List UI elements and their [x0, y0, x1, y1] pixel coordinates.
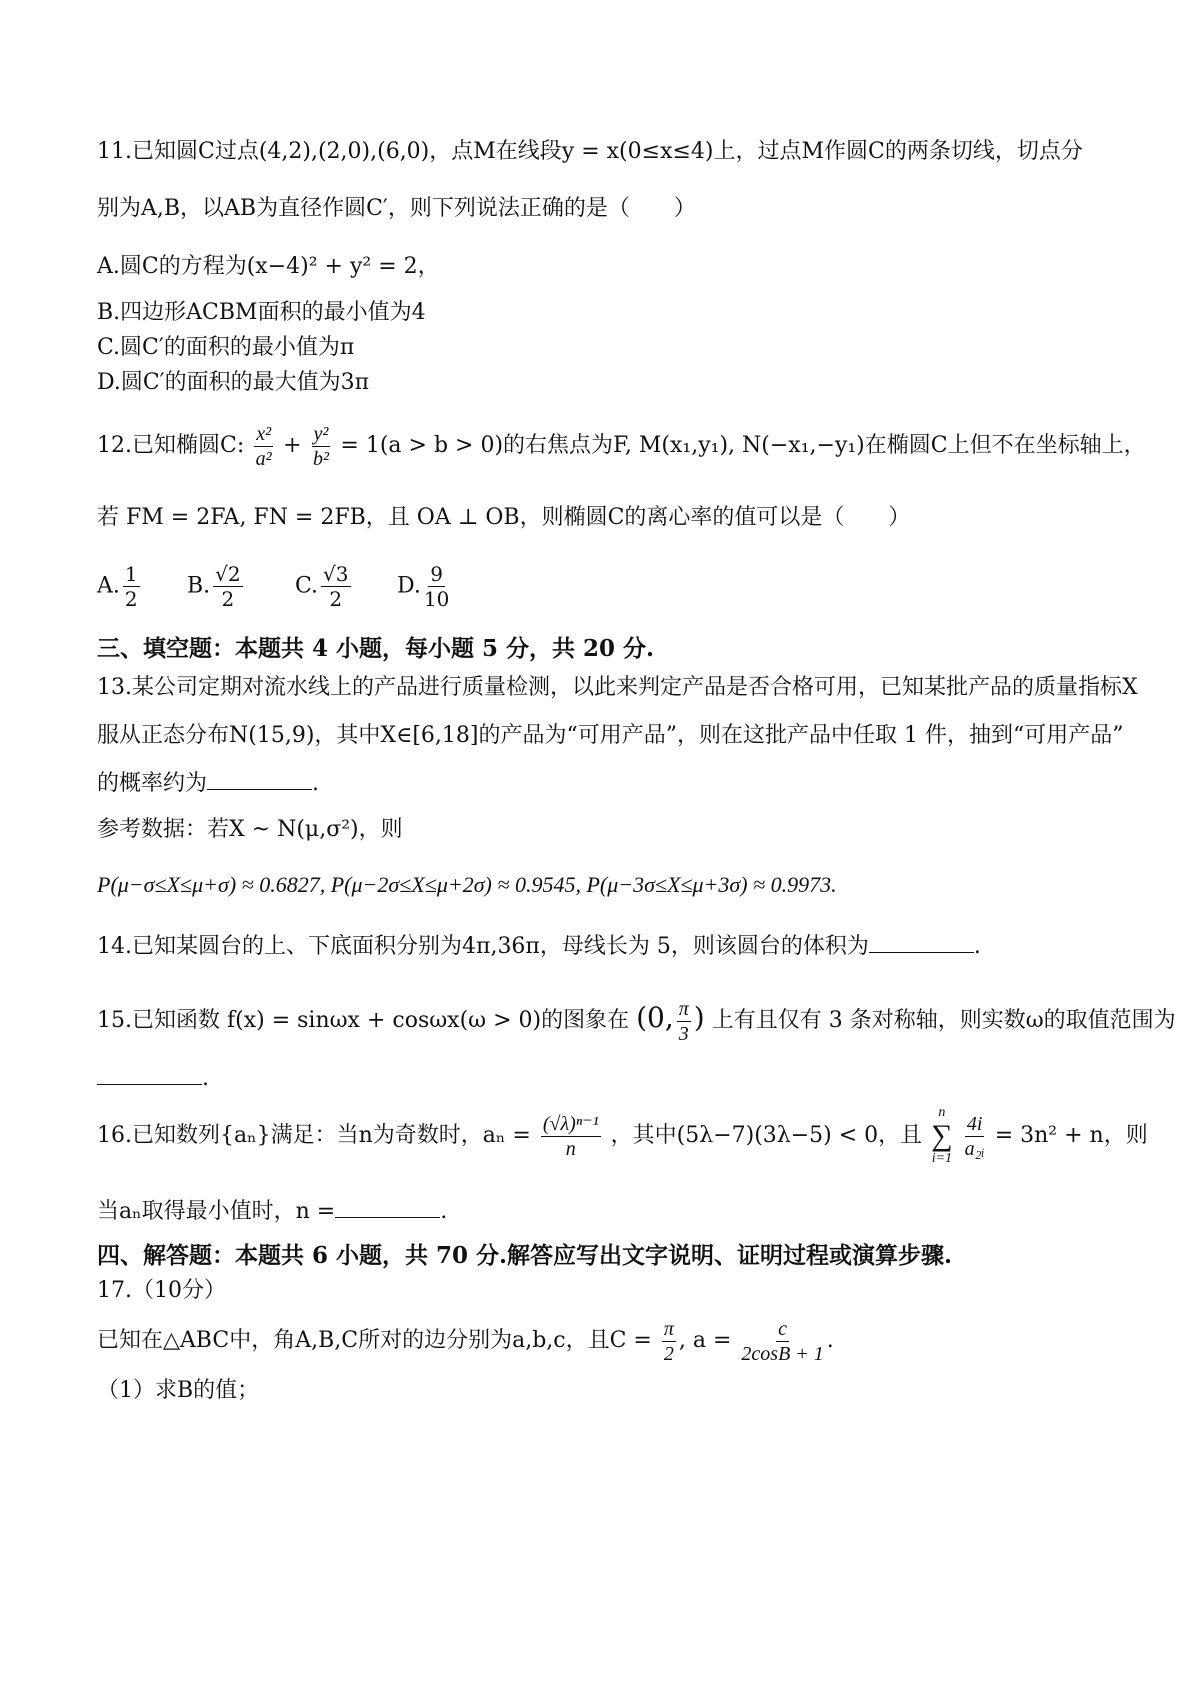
q16-line2-text: 当aₙ取得最小值时，n = [97, 1199, 336, 1224]
q13-line2: 服从正态分布N(15,9)，其中X∈[6,18]的产品为“可用产品”，则在这批产品中任取 1 件，抽到“可用产品” [97, 723, 1124, 748]
q12-frac1-den: a² [255, 447, 272, 470]
q14-end: . [973, 934, 981, 959]
q15-answer-blank [97, 1062, 202, 1085]
q16-sum [931, 1105, 952, 1167]
q11-option-b: B.四边形ACBM面积的最小值为4 [97, 300, 426, 325]
q13-reference: 参考数据：若X ~ N(μ,σ²)，则 [97, 817, 403, 842]
q12-opt-a-den: 2 [124, 587, 138, 611]
q12-opt-b-num: √2 [215, 562, 241, 586]
section3-heading: 三、填空题：本题共 4 小题，每小题 5 分，共 20 分. [97, 635, 655, 662]
q15-pre: 15.已知函数 f(x) = sinωx + cosωx(ω > 0)的图象在 [97, 1008, 630, 1033]
q16-sum-den: a₂ᵢ [964, 1137, 985, 1160]
q17-end: . [826, 1328, 834, 1353]
q15-interval-open: (0, [636, 1001, 674, 1034]
q15-interval-frac [677, 997, 691, 1046]
q16-line1 [97, 1104, 1148, 1168]
q16-sum-sigma: ∑ [931, 1119, 953, 1152]
q13-line3-text: 的概率约为 [97, 771, 208, 796]
q15-line2 [97, 1062, 1140, 1094]
q11-option-d: D.圆C′的面积的最大值为3π [97, 370, 370, 395]
q17-c-den: 2 [663, 1342, 674, 1365]
q15-interval-close: ) [693, 1001, 705, 1034]
q16-sum-frac [965, 1112, 985, 1161]
q12-fraction-x [254, 422, 273, 471]
q12-prefix: 12.已知椭圆C: [97, 433, 245, 458]
q14-line [97, 930, 1140, 962]
q15-post: 上有且仅有 3 条对称轴，则实数ω的取值范围为 [711, 1008, 1176, 1033]
q15-int-den: 3 [678, 1022, 689, 1045]
q12-line1 [97, 418, 1146, 474]
q12-opt-b-frac [213, 562, 242, 611]
q12-opt-c-label: C. [295, 573, 319, 599]
q16-line2-end: . [440, 1199, 448, 1224]
q13-line3-end: . [312, 771, 320, 796]
q12-frac2-den: b² [312, 447, 329, 470]
q14-answer-blank [869, 930, 974, 953]
q12-frac2-num: y² [313, 422, 329, 445]
q12-fraction-y [312, 422, 331, 471]
q16-mid: ，其中(5λ−7)(3λ−5) < 0，且 [610, 1123, 923, 1148]
q11-line1: 11.已知圆C过点(4,2),(2,0),(6,0)，点M在线段y = x(0≤x≤4)上，过点M作圆C的两条切线，切点分 [97, 139, 1083, 164]
q12-frac1-num: x² [256, 422, 272, 445]
q16-line2 [97, 1195, 1140, 1227]
q14-text: 14.已知某圆台的上、下底面积分别为4π,36π，母线长为 5，则该圆台的体积为 [97, 934, 869, 959]
q12-opt-d-num: 9 [430, 562, 443, 586]
q12-opt-d-den: 10 [423, 587, 450, 611]
q16-sum-bottom: i=1 [931, 1151, 953, 1166]
q12-opt-c-num: √3 [323, 562, 349, 586]
q16-post: = 3n² + n，则 [994, 1123, 1148, 1148]
q17-c-num: π [663, 1317, 674, 1340]
q17-a-frac [741, 1317, 823, 1366]
q16-sum-num: 4i [966, 1112, 983, 1135]
q12-opt-b-den: 2 [221, 587, 235, 611]
q16-sum-top: n [938, 1105, 946, 1120]
q15-int-num: π [678, 997, 689, 1020]
q15-end: . [202, 1066, 209, 1091]
q12-plus: + [283, 433, 302, 458]
q12-opt-d-label: D. [397, 573, 421, 599]
q17-c-frac [662, 1317, 676, 1366]
q13-formula: P(μ−σ≤X≤μ+σ) ≈ 0.6827, P(μ−2σ≤X≤μ+2σ) ≈ 0.9545, P(μ−3σ≤X≤μ+3σ) ≈ 0.9973. [97, 872, 837, 897]
q12-option-a [97, 562, 143, 611]
q12-line2: 若 FM = 2FA, FN = 2FB，且 OA ⊥ OB，则椭圆C的离心率的值可以是（ ） [97, 505, 911, 530]
q13-answer-blank [207, 767, 312, 790]
q12-opt-a-frac [123, 562, 140, 611]
q12-suffix: = 1(a > b > 0)的右焦点为F, M(x₁,y₁), N(−x₁,−y₁)在椭圆C上但不在坐标轴上， [340, 433, 1146, 458]
q17-part1: （1）求B的值； [97, 1378, 260, 1403]
q17-a-num: c [778, 1317, 788, 1340]
q17-mid: , a = [678, 1328, 732, 1353]
q17-pre: 已知在△ABC中，角A,B,C所对的边分别为a,b,c，且C = [97, 1328, 652, 1353]
section4-heading: 四、解答题：本题共 6 小题，共 70 分.解答应写出文字说明、证明过程或演算步骤. [97, 1242, 953, 1269]
q12-opt-d-frac [424, 562, 449, 611]
q12-option-d [397, 562, 452, 611]
q11-option-a: A.圆C的方程为(x−4)² + y² = 2， [97, 254, 440, 279]
q16-an-frac [541, 1112, 601, 1161]
q16-pre: 16.已知数列{aₙ}满足：当n为奇数时，aₙ = [97, 1123, 531, 1148]
q11-line2: 别为A,B，以AB为直径作圆C′，则下列说法正确的是（ ） [97, 196, 696, 221]
q12-opt-a-num: 1 [124, 562, 138, 586]
q15-line1 [97, 990, 1176, 1049]
q16-answer-blank [335, 1195, 440, 1218]
q11-option-c: C.圆C′的面积的最小值为π [97, 335, 355, 360]
q17-heading: 17.（10分） [97, 1278, 226, 1303]
q12-option-c [295, 562, 354, 611]
q16-frac-num: (√λ)ⁿ⁻¹ [542, 1112, 599, 1135]
q12-opt-b-label: B. [187, 573, 211, 599]
q13-line3 [97, 767, 1140, 799]
q17-statement [97, 1313, 1140, 1369]
q17-a-den: 2cosB + 1 [741, 1342, 824, 1365]
q12-option-b [187, 562, 246, 611]
q12-opt-c-den: 2 [329, 587, 343, 611]
q16-frac-den: n [565, 1137, 576, 1160]
q12-opt-a-label: A. [97, 573, 120, 599]
q12-opt-c-frac [321, 562, 350, 611]
q13-line1: 13.某公司定期对流水线上的产品进行质量检测，以此来判定产品是否合格可用，已知某批产品的质量指标X [97, 675, 1138, 700]
